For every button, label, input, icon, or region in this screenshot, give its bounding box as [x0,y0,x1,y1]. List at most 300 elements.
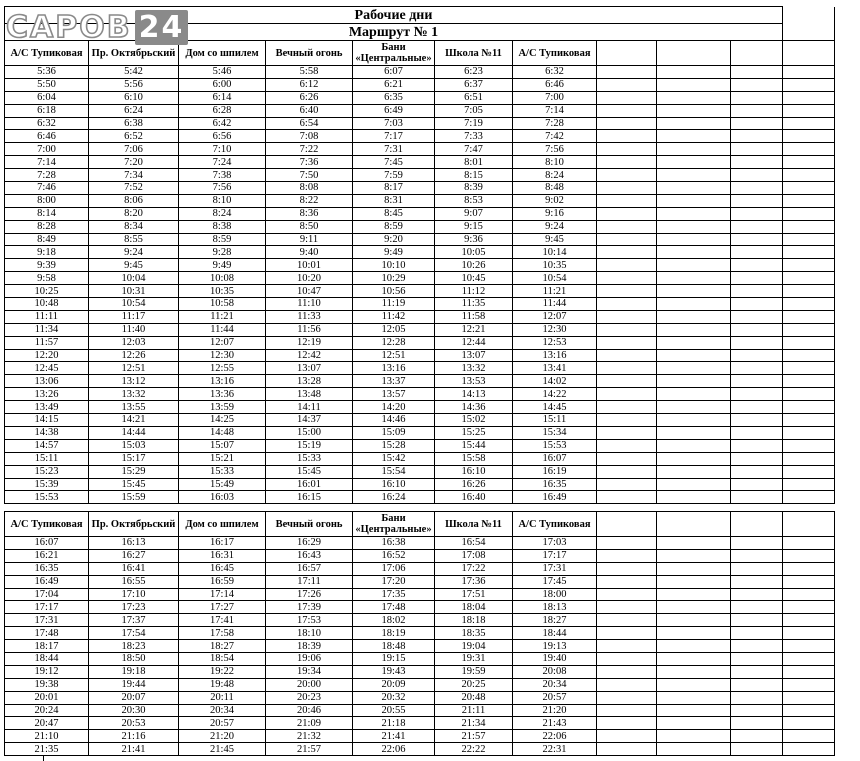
empty-cell [597,388,657,401]
empty-cell [657,207,731,220]
time-cell: 7:17 [353,130,435,143]
time-cell: 18:19 [353,627,435,640]
time-cell: 9:49 [179,259,266,272]
time-cell: 7:42 [513,130,597,143]
time-cell: 7:45 [353,156,435,169]
time-cell: 9:24 [89,246,179,259]
empty-cell [783,691,835,704]
time-cell: 13:06 [5,375,89,388]
time-cell: 17:58 [179,627,266,640]
time-cell: 9:36 [435,233,513,246]
time-cell: 12:45 [5,362,89,375]
column-header: А/С Тупиковая [513,512,597,537]
empty-cell [657,323,731,336]
time-cell: 20:07 [89,691,179,704]
schedule-table-evening [4,511,835,756]
empty-cell [783,272,835,285]
table-row [5,653,835,666]
empty-cell [783,310,835,323]
empty-cell [597,478,657,491]
page-title: Рабочие дни [5,7,783,24]
time-cell: 6:28 [179,104,266,117]
time-cell: 8:08 [266,182,353,195]
time-cell: 12:20 [5,349,89,362]
time-cell: 7:20 [89,156,179,169]
time-cell: 8:01 [435,156,513,169]
empty-cell [597,414,657,427]
table-row [5,130,835,143]
time-cell: 8:38 [179,220,266,233]
time-cell: 17:37 [89,614,179,627]
time-cell: 8:34 [89,220,179,233]
empty-cell [731,730,783,743]
empty-cell [783,678,835,691]
empty-cell [597,375,657,388]
empty-cell [657,653,731,666]
time-cell: 10:35 [513,259,597,272]
time-cell: 11:35 [435,298,513,311]
time-cell: 21:35 [5,743,89,756]
empty-cell [657,66,731,79]
empty-cell [657,691,731,704]
empty-cell [597,691,657,704]
time-cell: 6:49 [353,104,435,117]
time-cell: 8:39 [435,182,513,195]
time-cell: 8:17 [353,182,435,195]
empty-cell [731,169,783,182]
time-cell: 17:27 [179,601,266,614]
time-cell: 14:46 [353,414,435,427]
time-cell: 17:23 [89,601,179,614]
time-cell: 17:08 [435,549,513,562]
time-cell: 20:57 [179,717,266,730]
time-cell: 17:26 [266,588,353,601]
time-cell: 17:06 [353,562,435,575]
time-cell: 22:31 [513,743,597,756]
empty-cell [657,426,731,439]
table-row [5,452,835,465]
empty-cell [597,465,657,478]
time-cell: 16:26 [435,478,513,491]
time-cell: 16:41 [89,562,179,575]
empty-cell [731,207,783,220]
empty-cell [731,130,783,143]
empty-cell [731,691,783,704]
table-row [5,117,835,130]
empty-cell [731,91,783,104]
empty-cell [783,362,835,375]
empty-cell [731,362,783,375]
time-cell: 7:38 [179,169,266,182]
time-cell: 20:34 [179,704,266,717]
time-cell: 9:16 [513,207,597,220]
empty-cell [597,401,657,414]
table-row [5,549,835,562]
empty-cell [597,156,657,169]
time-cell: 15:45 [266,465,353,478]
table-row [5,640,835,653]
table-body [5,537,835,756]
time-cell: 11:12 [435,285,513,298]
table-row [5,169,835,182]
empty-cell [657,491,731,504]
time-cell: 8:45 [353,207,435,220]
time-cell: 14:20 [353,401,435,414]
empty-cell [783,704,835,717]
time-cell: 19:59 [435,665,513,678]
table-row [5,349,835,362]
table-row [5,562,835,575]
time-cell: 18:13 [513,601,597,614]
empty-cell [597,233,657,246]
sarov24-logo [6,10,188,45]
empty-cell [731,743,783,756]
time-cell: 11:34 [5,323,89,336]
time-cell: 18:18 [435,614,513,627]
empty-cell [783,743,835,756]
time-cell: 7:59 [353,169,435,182]
time-cell: 14:02 [513,375,597,388]
time-cell: 16:55 [89,575,179,588]
time-cell: 16:07 [5,537,89,550]
empty-cell [731,310,783,323]
empty-cell [597,601,657,614]
empty-cell [783,401,835,414]
time-cell: 18:35 [435,627,513,640]
empty-cell [783,78,835,91]
time-cell: 17:53 [266,614,353,627]
empty-cell [597,207,657,220]
empty-cell [657,601,731,614]
empty-cell [657,627,731,640]
empty-cell [597,491,657,504]
empty-cell [657,285,731,298]
empty-cell [731,614,783,627]
time-cell: 13:49 [5,401,89,414]
time-cell: 14:15 [5,414,89,427]
empty-cell [783,336,835,349]
time-cell: 19:04 [435,640,513,653]
time-cell: 7:05 [435,104,513,117]
empty-cell [597,452,657,465]
table-row [5,678,835,691]
time-cell: 21:45 [179,743,266,756]
table-row [5,104,835,117]
empty-cell [657,233,731,246]
time-cell: 19:13 [513,640,597,653]
time-cell: 11:33 [266,310,353,323]
time-cell: 8:28 [5,220,89,233]
time-cell: 7:06 [89,143,179,156]
empty-cell [731,537,783,550]
empty-cell [731,465,783,478]
time-cell: 6:12 [266,78,353,91]
time-cell: 15:25 [435,426,513,439]
time-cell: 10:48 [5,298,89,311]
empty-cell [597,678,657,691]
time-cell: 7:31 [353,143,435,156]
time-cell: 18:04 [435,601,513,614]
time-cell: 16:07 [513,452,597,465]
time-cell: 10:25 [5,285,89,298]
time-cell: 11:19 [353,298,435,311]
time-cell: 21:20 [513,704,597,717]
time-cell: 16:54 [435,537,513,550]
time-cell: 13:36 [179,388,266,401]
empty-cell [657,259,731,272]
time-cell: 6:42 [179,117,266,130]
empty-cell [657,478,731,491]
table-row [5,439,835,452]
time-cell: 16:10 [353,478,435,491]
time-cell: 9:45 [513,233,597,246]
time-cell: 7:19 [435,117,513,130]
time-cell: 18:02 [353,614,435,627]
empty-cell [597,66,657,79]
time-cell: 11:21 [179,310,266,323]
empty-cell [597,537,657,550]
time-cell: 16:35 [513,478,597,491]
empty-cell [783,220,835,233]
time-cell: 14:57 [5,439,89,452]
empty-cell [597,730,657,743]
empty-cell [657,562,731,575]
table-row [5,298,835,311]
empty-cell [731,233,783,246]
time-cell: 16:21 [5,549,89,562]
time-cell: 19:44 [89,678,179,691]
time-cell: 9:40 [266,246,353,259]
empty-cell [731,259,783,272]
empty-cell [783,537,835,550]
time-cell: 17:36 [435,575,513,588]
time-cell: 10:29 [353,272,435,285]
empty-cell [783,452,835,465]
time-cell: 6:40 [266,104,353,117]
time-cell: 10:54 [89,298,179,311]
time-cell: 8:00 [5,194,89,207]
empty-cell [597,130,657,143]
time-cell: 9:24 [513,220,597,233]
time-cell: 7:56 [513,143,597,156]
empty-cell [731,665,783,678]
empty-cell [731,512,783,537]
empty-cell [597,336,657,349]
empty-cell [783,414,835,427]
empty-cell [597,439,657,452]
time-cell: 13:12 [89,375,179,388]
empty-cell [657,512,731,537]
time-cell: 19:38 [5,678,89,691]
column-header: Пр. Октябрьский [89,512,179,537]
time-cell: 14:37 [266,414,353,427]
time-cell: 20:11 [179,691,266,704]
column-header: Дом со шпилем [179,512,266,537]
time-cell: 15:29 [89,465,179,478]
time-cell: 10:10 [353,259,435,272]
empty-cell [657,336,731,349]
time-cell: 12:07 [179,336,266,349]
time-cell: 8:49 [5,233,89,246]
time-cell: 15:53 [5,491,89,504]
time-cell: 15:49 [179,478,266,491]
time-cell: 18:44 [5,653,89,666]
time-cell: 7:56 [179,182,266,195]
empty-cell [657,575,731,588]
time-cell: 13:07 [435,349,513,362]
empty-cell [783,104,835,117]
empty-cell [783,285,835,298]
empty-cell [783,207,835,220]
time-cell: 16:01 [266,478,353,491]
empty-cell [731,246,783,259]
time-cell: 16:59 [179,575,266,588]
time-cell: 11:10 [266,298,353,311]
time-cell: 13:41 [513,362,597,375]
time-cell: 11:44 [513,298,597,311]
empty-cell [731,272,783,285]
schedule-table-morning [4,6,835,504]
empty-cell [597,743,657,756]
time-cell: 15:34 [513,426,597,439]
time-cell: 17:41 [179,614,266,627]
time-cell: 15:00 [266,426,353,439]
time-cell: 21:09 [266,717,353,730]
time-cell: 10:35 [179,285,266,298]
table-row [5,156,835,169]
time-cell: 13:48 [266,388,353,401]
time-cell: 11:58 [435,310,513,323]
table-row [5,401,835,414]
empty-cell [657,704,731,717]
time-cell: 10:14 [513,246,597,259]
table-row [5,388,835,401]
time-cell: 8:48 [513,182,597,195]
time-cell: 16:43 [266,549,353,562]
time-cell: 9:39 [5,259,89,272]
empty-cell [731,717,783,730]
table-row [5,426,835,439]
time-cell: 14:38 [5,426,89,439]
empty-cell [783,233,835,246]
time-cell: 7:33 [435,130,513,143]
empty-cell [657,439,731,452]
empty-cell [731,298,783,311]
time-cell: 14:44 [89,426,179,439]
empty-cell [731,452,783,465]
time-cell: 21:41 [89,743,179,756]
time-cell: 6:37 [435,78,513,91]
time-cell: 17:04 [5,588,89,601]
time-cell: 15:11 [513,414,597,427]
time-cell: 15:11 [5,452,89,465]
empty-cell [783,717,835,730]
time-cell: 5:56 [89,78,179,91]
time-cell: 10:58 [179,298,266,311]
empty-cell [783,439,835,452]
time-cell: 6:35 [353,91,435,104]
time-cell: 16:31 [179,549,266,562]
empty-cell [657,614,731,627]
empty-cell [731,117,783,130]
empty-cell [783,665,835,678]
time-cell: 9:49 [353,246,435,259]
time-cell: 14:22 [513,388,597,401]
time-cell: 6:46 [5,130,89,143]
time-cell: 13:59 [179,401,266,414]
time-cell: 6:18 [5,104,89,117]
table-row [5,233,835,246]
time-cell: 12:30 [513,323,597,336]
time-cell: 14:13 [435,388,513,401]
empty-cell [783,66,835,79]
time-cell: 20:57 [513,691,597,704]
time-cell: 10:47 [266,285,353,298]
time-cell: 17:17 [5,601,89,614]
empty-cell [597,259,657,272]
time-cell: 8:10 [513,156,597,169]
time-cell: 14:48 [179,426,266,439]
empty-cell [657,375,731,388]
time-cell: 7:36 [266,156,353,169]
empty-cell [731,704,783,717]
time-cell: 7:14 [5,156,89,169]
table-row [5,743,835,756]
time-cell: 15:19 [266,439,353,452]
empty-cell [657,465,731,478]
empty-cell [597,310,657,323]
time-cell: 11:11 [5,310,89,323]
time-cell: 7:34 [89,169,179,182]
table-row [5,194,835,207]
empty-cell [783,491,835,504]
empty-cell [731,426,783,439]
empty-cell [783,143,835,156]
column-header: Вечный огонь [266,41,353,66]
table-row [5,665,835,678]
column-header: Пр. Октябрьский [89,41,179,66]
time-cell: 7:00 [5,143,89,156]
time-cell: 14:36 [435,401,513,414]
time-cell: 17:51 [435,588,513,601]
empty-cell [783,182,835,195]
time-cell: 10:01 [266,259,353,272]
time-cell: 6:04 [5,91,89,104]
time-cell: 16:13 [89,537,179,550]
time-cell: 20:09 [353,678,435,691]
time-cell: 21:20 [179,730,266,743]
time-cell: 12:05 [353,323,435,336]
empty-cell [657,246,731,259]
time-cell: 9:07 [435,207,513,220]
time-cell: 11:56 [266,323,353,336]
time-cell: 17:10 [89,588,179,601]
time-cell: 18:54 [179,653,266,666]
time-cell: 15:58 [435,452,513,465]
empty-cell [597,104,657,117]
empty-cell [657,78,731,91]
empty-cell [657,156,731,169]
time-cell: 9:20 [353,233,435,246]
time-cell: 11:44 [179,323,266,336]
time-cell: 15:39 [5,478,89,491]
time-cell: 11:42 [353,310,435,323]
time-cell: 10:26 [435,259,513,272]
time-cell: 20:46 [266,704,353,717]
empty-cell [657,298,731,311]
time-cell: 8:31 [353,194,435,207]
time-cell: 12:07 [513,310,597,323]
